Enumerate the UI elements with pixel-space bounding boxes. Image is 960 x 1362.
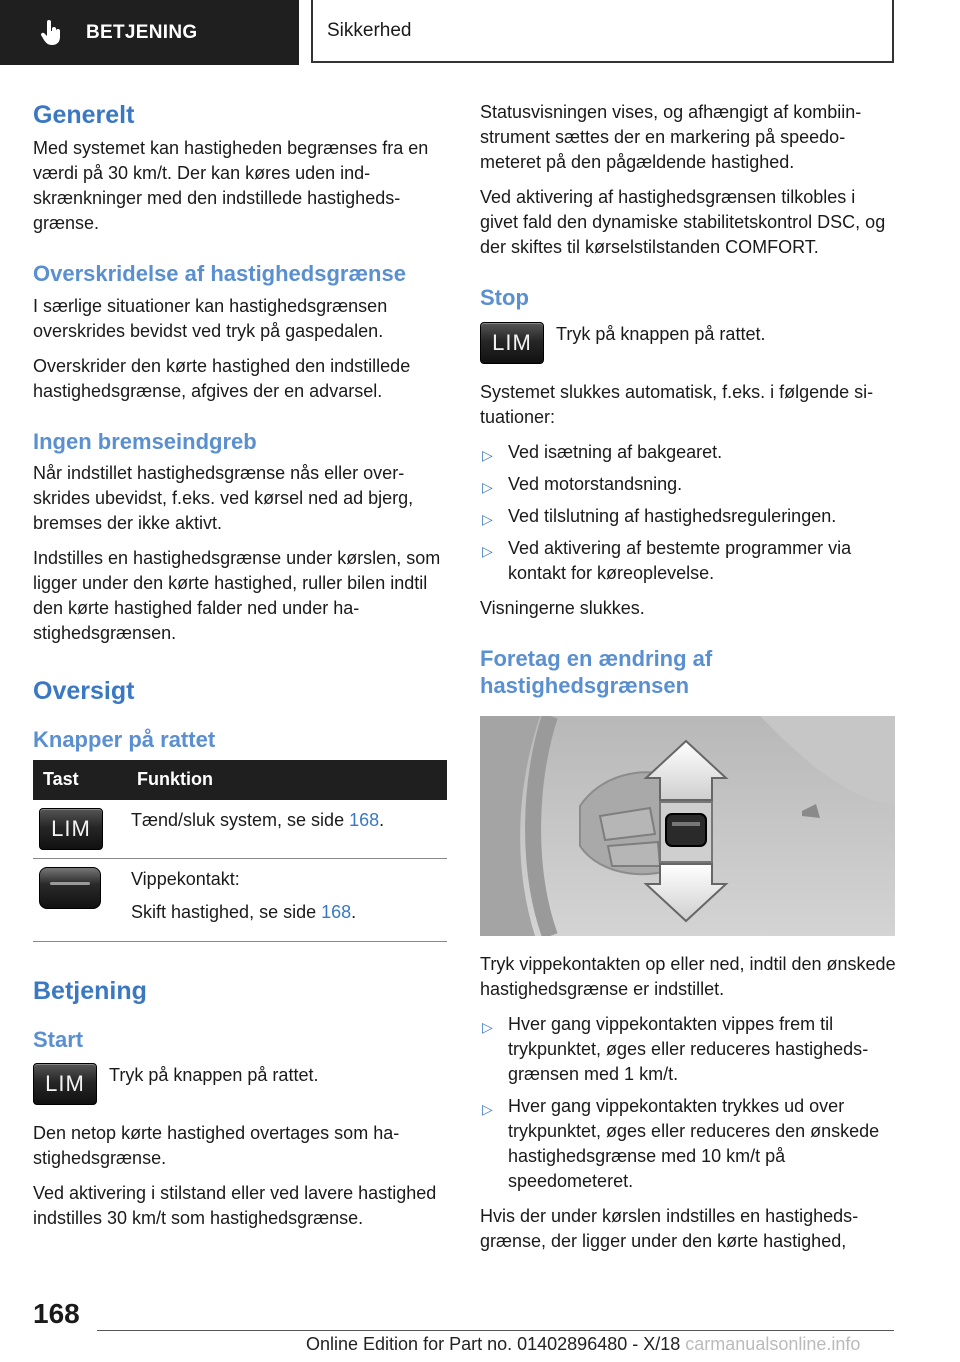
row2-line1: Vippekontakt: — [131, 868, 240, 889]
rocker-switch-icon — [39, 867, 101, 909]
heading-foretag-aendring: Foretag en ændring af hastighedsgrænsen — [480, 645, 713, 698]
row2-end: . — [351, 901, 357, 922]
heading-ingen-bremseindgreb: Ingen bremseindgreb — [33, 428, 257, 454]
row1-text: Tænd/sluk system, se side — [131, 809, 350, 830]
page-link[interactable]: 168 — [349, 809, 380, 830]
list-item — [480, 504, 896, 529]
heading-knapper-paa-rattet: Knapper på rattet — [33, 727, 216, 752]
list-item-text: Ved tilslutning af hastighedsreguleringen. — [508, 505, 837, 526]
row2-text: Skift hastighed, se side — [131, 901, 322, 922]
list-item-text: Hver gang vippekontakten vippes frem til trykpunktet, øges eller reduceres hastighedsgrænsen med 1 km/t. — [508, 1013, 869, 1084]
text-overskridelse-1: I særlige situationer kan hastighedsgrænsen overskrides bevidst ved tryk på gaspedalen. — [33, 295, 388, 341]
table-cell-function — [131, 858, 447, 941]
foretag-bullet-list — [480, 1012, 896, 1194]
table-row — [33, 858, 447, 941]
table-cell-icon — [33, 800, 131, 859]
text-status-1: Statusvisningen vises, og afhængigt af kombiinstrument sættes der en markering på speedometeret på den pågældende hastighed. — [480, 102, 862, 172]
page-link[interactable]: 168 — [321, 901, 352, 922]
heading-oversigt: Oversigt — [33, 677, 135, 705]
text-generelt: Med systemet kan hastigheden begrænses fra en værdi på 30 km/t. Der kan køres uden indskrænkninger med den indstillede hastighedsgrænse. — [33, 138, 429, 233]
list-item — [480, 472, 896, 497]
edition-text: Online Edition for Part no. 01402896480 - X/18 — [306, 1334, 681, 1354]
col-header-function: Funktion — [131, 760, 447, 800]
triangle-bullet-icon: ▷ — [482, 1018, 493, 1035]
heading-stop: Stop — [480, 285, 529, 310]
text-overskridelse-2: Overskrider den kørte hastighed den indstillede hastighedsgrænse, afgives der en advarsel. — [33, 355, 411, 401]
hand-pointer-icon — [40, 20, 64, 46]
triangle-bullet-icon: ▷ — [482, 446, 493, 463]
table-cell-function — [131, 800, 447, 859]
text-stop-intro: Systemet slukkes automatisk, f.eks. i følgende situationer: — [480, 381, 874, 427]
stop-button-text: Tryk på knappen på rattet. — [556, 323, 766, 344]
text-status-2: Ved aktivering af hastighedsgrænsen tilkobles i givet fald den dynamiske stabilitetskontrol DSC, og der skiftes til kørselstilstanden COMFORT. — [480, 187, 886, 257]
table-row — [33, 800, 447, 859]
list-item-text: Hver gang vippekontakten trykkes ud over trykpunktet, øges eller reduceres den ønskede hastighedsgrænse med 10 km/t på speedometeret. — [508, 1095, 880, 1191]
lim-button-icon: LIM — [33, 1063, 97, 1105]
heading-betjening: Betjening — [33, 976, 147, 1005]
table-header-row — [33, 760, 447, 800]
list-item — [480, 1094, 896, 1194]
list-item — [480, 440, 896, 465]
list-item-text: Ved aktivering af bestemte programmer via kontakt for køreoplevelse. — [508, 537, 852, 583]
header-section-tab — [0, 0, 299, 65]
text-ingen-1: Når indstillet hastighedsgrænse nås eller overskrides ubevidst, f.eks. ved kørsel ned ad bjerg, bremses der ikke aktivt. — [33, 463, 414, 533]
section-name: BETJENING — [86, 21, 198, 43]
stop-bullet-list — [480, 440, 896, 586]
steering-wheel-illustration — [480, 716, 895, 936]
stop-button-row — [480, 322, 896, 364]
list-item — [480, 536, 896, 586]
triangle-bullet-icon: ▷ — [482, 1100, 493, 1117]
heading-start: Start — [33, 1026, 84, 1052]
text-foretag-2: Hvis der under kørslen indstilles en hastighedsgrænse, der ligger under den kørte hastighed, — [480, 1205, 859, 1251]
text-ingen-2: Indstilles en hastighedsgrænse under kørslen, som ligger under den kørte hastighed, ruller bilen indtil den kørte hastighed falder ned under hastighedsgrænsen. — [33, 548, 441, 643]
lim-button-icon: LIM — [480, 322, 544, 364]
keys-table — [33, 760, 447, 942]
triangle-bullet-icon: ▷ — [482, 510, 493, 527]
footer-edition — [306, 1334, 860, 1355]
list-item-text: Ved isætning af bakgearet. — [508, 441, 723, 462]
text-stop-after: Visningerne slukkes. — [480, 597, 645, 618]
table-cell-icon — [33, 858, 131, 941]
footer-divider — [97, 1330, 894, 1331]
chapter-name: Sikkerhed — [327, 19, 412, 41]
row2-description — [131, 900, 447, 925]
triangle-bullet-icon: ▷ — [482, 542, 493, 559]
text-start-1: Den netop kørte hastighed overtages som hastighedsgrænse. — [33, 1123, 400, 1168]
heading-overskridelse: Overskridelse af hastighedsgrænse — [33, 261, 406, 286]
text-foretag-1: Tryk vippekontakten op eller ned, indtil den ønskede hastighedsgrænse er indstillet. — [480, 953, 896, 999]
text-start-2: Ved aktivering i stilstand eller ved lavere hastighed indstilles 30 km/t som hastighedsgrænse. — [33, 1183, 437, 1228]
list-item — [480, 1012, 896, 1087]
row1-end: . — [379, 809, 385, 830]
start-button-text: Tryk på knappen på rattet. — [109, 1065, 319, 1085]
right-column — [480, 100, 896, 1264]
row1-description — [131, 808, 447, 833]
col-header-key: Tast — [33, 760, 131, 800]
heading-generelt: Generelt — [33, 101, 135, 129]
list-item-text: Ved motorstandsning. — [508, 473, 683, 494]
header-chapter — [311, 0, 894, 63]
triangle-bullet-icon: ▷ — [482, 478, 493, 495]
lim-button-icon: LIM — [39, 808, 103, 850]
watermark-text: carmanualsonline.info — [685, 1334, 861, 1354]
start-button-row — [33, 1063, 447, 1105]
left-column — [33, 100, 447, 1241]
page-number: 168 — [33, 1298, 80, 1329]
